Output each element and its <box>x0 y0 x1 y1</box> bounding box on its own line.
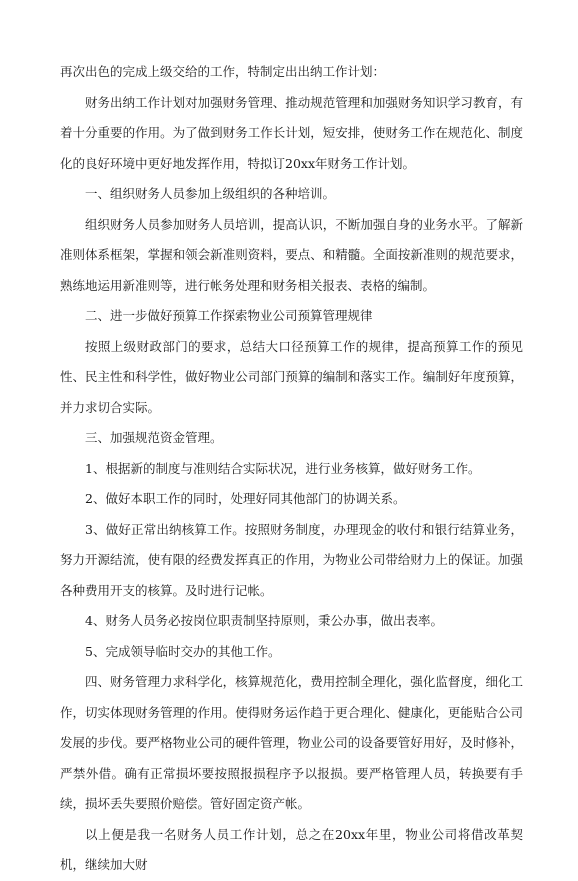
paragraph-budget: 按照上级财政部门的要求，总结大口径预算工作的规律，提高预算工作的预见性、民主性和科学性，做好物业公司部门预算的编制和落实工作。编制好年度预算，并力求切合实际。 <box>60 338 523 415</box>
paragraph-intro: 再次出色的完成上级交给的工作，特制定出出纳工作计划： <box>60 64 386 79</box>
section-heading-2: 二、进一步做好预算工作探索物业公司预算管理规律 <box>85 308 373 323</box>
section-heading-3: 三、加强规范资金管理。 <box>85 430 223 445</box>
list-item-1: 1、根据新的制度与准则结合实际状况，进行业务核算，做好财务工作。 <box>85 460 481 476</box>
list-item-4: 4、财务人员务必按岗位职责制坚持原则，秉公办事，做出表率。 <box>85 613 443 628</box>
section-heading-4: 四、财务管理力求科学化，核算规范化，费用控制全理化，强化监督度，细化工作，切实体现财务管理的作用。使得财务运作趋于更合理化、健康化，更能贴合公司发展的步伐。要严格物业公司的硬件管理，物业公司的设备要管好用好，及时修补，严禁外借。确有正常损坏要按照报损程序予以报损。要严格管理人员，转换要有手续，损坏丢失要照价赔偿。管好固定资产帐。 <box>60 674 523 811</box>
list-item-5: 5、完成领导临时交办的其他工作。 <box>85 643 281 659</box>
paragraph-conclusion: 以上便是我一名财务人员工作计划，总之在20xx年里，物业公司将借改革契机，继续加大财 <box>60 826 523 872</box>
paragraph-training: 组织财务人员参加财务人员培训，提高认识，不断加强自身的业务水平。了解新准则体系框架，掌握和领会新准则资料，要点、和精髓。全面按新准则的规范要求，熟练地运用新准则等，进行帐务处理和财务相关报表、表格的编制。 <box>60 216 523 293</box>
section-heading-1: 一、组织财务人员参加上级组织的各种培训。 <box>85 186 336 201</box>
paragraph-overview: 财务出纳工作计划对加强财务管理、推动规范管理和加强财务知识学习教育，有着十分重要的作用。为了做到财务工作长计划，短安排，使财务工作在规范化、制度化的良好环境中更好地发挥作用，特拟订20xx年财务工作计划。 <box>60 94 523 171</box>
list-item-2: 2、做好本职工作的同时，处理好同其他部门的协调关系。 <box>85 491 406 506</box>
list-item-3: 3、做好正常出纳核算工作。按照财务制度，办理现金的收付和银行结算业务，努力开源结流，使有限的经费发挥真正的作用，为物业公司带给财力上的保证。加强各种费用开支的核算。及时进行记帐。 <box>60 521 523 598</box>
